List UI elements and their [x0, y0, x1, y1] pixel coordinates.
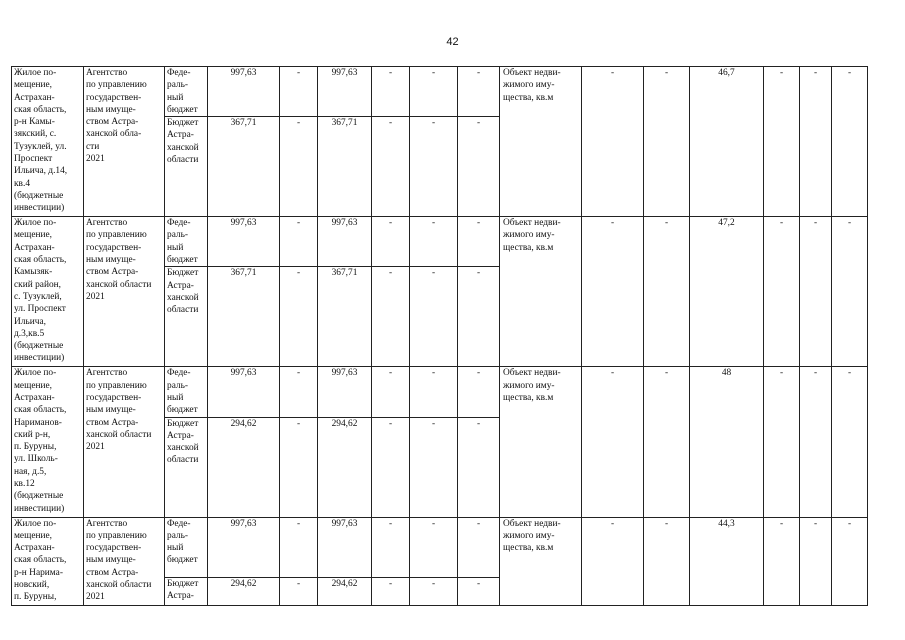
- area-value: [690, 367, 764, 517]
- property-description-text: Жилое по- мещение, Астрахан- ская область, Камызяк- ский район, с. Тузуклей, ул. Проспект Ильича, д.3,кв.5 (бюджетные инвестиции): [14, 218, 67, 364]
- funding-source-text: Бюджет Астра- ханской области: [167, 418, 199, 466]
- amount-col-5: [458, 267, 500, 367]
- amount-col-5-text: -: [476, 268, 481, 279]
- amount-col-2: [318, 267, 372, 367]
- amount-col-1-text: -: [296, 578, 301, 589]
- amount-col-4: [410, 217, 458, 267]
- indicator-col-1: [582, 217, 644, 367]
- amount-col-3: [372, 217, 410, 267]
- amount-col-1-text: -: [296, 118, 301, 129]
- amount-total: [208, 217, 280, 267]
- amount-col-1: [280, 217, 318, 267]
- indicator-col-2-text: -: [664, 518, 669, 529]
- amount-col-5: [458, 367, 500, 417]
- amount-col-1-text: -: [296, 268, 301, 279]
- amount-col-4-text: -: [431, 68, 436, 78]
- amount-total: [208, 417, 280, 517]
- table-row: [12, 367, 868, 417]
- indicator-col-5-text: -: [847, 68, 852, 78]
- indicator-col-3: [764, 217, 800, 367]
- table-row: [12, 217, 868, 267]
- amount-col-3-text: -: [388, 368, 393, 379]
- indicator-col-4: [800, 367, 832, 517]
- indicator-col-1: [582, 367, 644, 517]
- indicator-col-2: [644, 217, 690, 367]
- area-value: [690, 217, 764, 367]
- object-description: [500, 67, 582, 217]
- amount-col-4-text: -: [431, 218, 436, 229]
- amount-total-text: 367,71: [230, 268, 257, 279]
- amount-col-1: [280, 267, 318, 367]
- amount-col-1: [280, 517, 318, 577]
- amount-col-3-text: -: [388, 268, 393, 279]
- funding-source: [165, 367, 208, 417]
- indicator-col-5-text: -: [847, 518, 852, 529]
- amount-col-4-text: -: [431, 268, 436, 279]
- amount-col-1-text: -: [296, 518, 301, 529]
- amount-col-5-text: -: [476, 418, 481, 429]
- responsible-agency-text: Агентство по управлению государствен- ным имуще- ством Астра- ханской области 2021: [86, 218, 152, 302]
- amount-col-1-text: -: [296, 418, 301, 429]
- indicator-col-4-text: -: [813, 368, 818, 379]
- amount-total: [208, 67, 280, 117]
- indicator-col-1-text: -: [610, 518, 615, 529]
- amount-col-4-text: -: [431, 118, 436, 129]
- responsible-agency: [84, 217, 165, 367]
- funding-source: [165, 577, 208, 605]
- funding-source-text: Феде- раль- ный бюджет: [167, 518, 198, 566]
- funding-source-text: Феде- раль- ный бюджет: [167, 68, 198, 115]
- amount-col-1: [280, 367, 318, 417]
- property-description: [12, 367, 84, 517]
- amount-total: [208, 577, 280, 605]
- amount-col-1-text: -: [296, 368, 301, 379]
- amount-col-4-text: -: [431, 368, 436, 379]
- amount-col-2: [318, 217, 372, 267]
- indicator-col-4: [800, 517, 832, 605]
- amount-col-3-text: -: [388, 218, 393, 229]
- amount-col-1-text: -: [296, 218, 301, 229]
- amount-col-3: [372, 367, 410, 417]
- indicator-col-3: [764, 67, 800, 217]
- indicator-col-2: [644, 367, 690, 517]
- amount-col-4: [410, 517, 458, 577]
- indicator-col-1-text: -: [610, 368, 615, 379]
- amount-col-5-text: -: [476, 578, 481, 589]
- amount-col-2-text: 294,62: [331, 578, 358, 589]
- indicator-col-3: [764, 517, 800, 605]
- amount-col-1: [280, 577, 318, 605]
- amount-col-3: [372, 577, 410, 605]
- funding-source: [165, 67, 208, 117]
- amount-total-text: 294,62: [230, 578, 257, 589]
- indicator-col-3-text: -: [779, 518, 784, 529]
- funding-source-text: Бюджет Астра-: [167, 578, 199, 601]
- amount-col-2-text: 997,63: [331, 68, 358, 78]
- indicator-col-2: [644, 67, 690, 217]
- object-description: [500, 217, 582, 367]
- amount-col-5: [458, 217, 500, 267]
- amount-col-1-text: -: [296, 68, 301, 78]
- area-value-text: 47,2: [718, 218, 735, 229]
- area-value-text: 46,7: [718, 68, 735, 78]
- amount-col-4-text: -: [431, 418, 436, 429]
- amount-total: [208, 117, 280, 217]
- amount-total: [208, 367, 280, 417]
- amount-col-5-text: -: [476, 68, 481, 78]
- amount-col-4: [410, 117, 458, 217]
- amount-col-5-text: -: [476, 368, 481, 379]
- amount-col-1: [280, 67, 318, 117]
- area-value: [690, 67, 764, 217]
- amount-col-3: [372, 417, 410, 517]
- amount-col-2: [318, 417, 372, 517]
- amount-total: [208, 517, 280, 577]
- indicator-col-4-text: -: [813, 518, 818, 529]
- amount-total: [208, 267, 280, 367]
- amount-total-text: 997,63: [230, 368, 257, 379]
- property-description-text: Жилое по- мещение, Астрахан- ская область, р-н Камы- зякский, с. Тузуклей, ул. Проспект Ильича, д.14, кв.4 (бюджетные инвестиции): [14, 68, 68, 214]
- amount-col-4: [410, 267, 458, 367]
- property-description: [12, 67, 84, 217]
- table-row: [12, 517, 868, 577]
- amount-total-text: 997,63: [230, 518, 257, 529]
- table-row: [12, 67, 868, 117]
- amount-col-2: [318, 577, 372, 605]
- funding-source: [165, 267, 208, 367]
- responsible-agency: [84, 517, 165, 605]
- indicator-col-1-text: -: [610, 68, 615, 78]
- object-description: [500, 517, 582, 605]
- amount-col-4: [410, 417, 458, 517]
- amount-col-2-text: 997,63: [331, 218, 358, 229]
- amount-col-4-text: -: [431, 578, 436, 589]
- indicator-col-1: [582, 67, 644, 217]
- amount-col-5: [458, 67, 500, 117]
- funding-source: [165, 217, 208, 267]
- funding-source: [165, 417, 208, 517]
- funding-source: [165, 117, 208, 217]
- property-description: [12, 517, 84, 605]
- amount-col-5: [458, 117, 500, 217]
- indicator-col-3-text: -: [779, 68, 784, 78]
- amount-col-3-text: -: [388, 418, 393, 429]
- indicator-col-5-text: -: [847, 218, 852, 229]
- area-value-text: 44,3: [718, 518, 735, 529]
- indicator-col-2: [644, 517, 690, 605]
- amount-col-2: [318, 517, 372, 577]
- property-description: [12, 217, 84, 367]
- indicator-col-4-text: -: [813, 218, 818, 229]
- amount-col-2-text: 294,62: [331, 418, 358, 429]
- indicator-col-1-text: -: [610, 218, 615, 229]
- indicator-col-4: [800, 67, 832, 217]
- amount-col-5-text: -: [476, 518, 481, 529]
- budget-table: [11, 66, 868, 606]
- indicator-col-5-text: -: [847, 368, 852, 379]
- amount-col-3-text: -: [388, 118, 393, 129]
- amount-col-3: [372, 67, 410, 117]
- property-description-text: Жилое по- мещение, Астрахан- ская область, Нариманов- ский р-н, п. Буруны, ул. Школь- ная, д.5, кв.12 (бюджетные инвестиции): [14, 368, 67, 514]
- object-description: [500, 367, 582, 517]
- amount-total-text: 997,63: [230, 68, 257, 78]
- area-value: [690, 517, 764, 605]
- funding-source-text: Феде- раль- ный бюджет: [167, 218, 198, 266]
- responsible-agency-text: Агентство по управлению государствен- ным имуще- ством Астра- ханской области 2021: [86, 518, 152, 603]
- amount-col-5: [458, 577, 500, 605]
- amount-col-3: [372, 117, 410, 217]
- amount-col-3: [372, 517, 410, 577]
- amount-col-2-text: 997,63: [331, 518, 358, 529]
- amount-col-4: [410, 577, 458, 605]
- amount-col-3-text: -: [388, 518, 393, 529]
- funding-source-text: Бюджет Астра- ханской области: [167, 118, 199, 166]
- indicator-col-1: [582, 517, 644, 605]
- amount-col-2-text: 367,71: [331, 118, 358, 129]
- amount-col-2: [318, 67, 372, 117]
- indicator-col-2-text: -: [664, 218, 669, 229]
- responsible-agency-text: Агентство по управлению государствен- ным имуще- ством Астра- ханской области 2021: [86, 368, 152, 453]
- amount-col-2-text: 997,63: [331, 368, 358, 379]
- amount-total-text: 294,62: [230, 418, 257, 429]
- object-description-text: Объект недви- жимого иму- щества, кв.м: [503, 368, 561, 403]
- amount-col-3-text: -: [388, 68, 393, 78]
- amount-col-2: [318, 367, 372, 417]
- indicator-col-5: [832, 217, 868, 367]
- amount-col-1: [280, 117, 318, 217]
- amount-col-4: [410, 67, 458, 117]
- indicator-col-2-text: -: [664, 368, 669, 379]
- amount-col-5: [458, 417, 500, 517]
- responsible-agency: [84, 367, 165, 517]
- amount-col-4: [410, 367, 458, 417]
- amount-col-3: [372, 267, 410, 367]
- amount-col-5-text: -: [476, 218, 481, 229]
- indicator-col-3: [764, 367, 800, 517]
- funding-source: [165, 517, 208, 577]
- amount-col-1: [280, 417, 318, 517]
- area-value-text: 48: [721, 368, 732, 379]
- object-description-text: Объект недви- жимого иму- щества, кв.м: [503, 68, 561, 103]
- responsible-agency-text: Агентство по управлению государствен- ным имуще- ством Астра- ханской обла- сти 2021: [86, 68, 147, 165]
- amount-total-text: 367,71: [230, 118, 257, 129]
- object-description-text: Объект недви- жимого иму- щества, кв.м: [503, 218, 561, 253]
- indicator-col-3-text: -: [779, 368, 784, 379]
- indicator-col-3-text: -: [779, 218, 784, 229]
- indicator-col-5: [832, 367, 868, 517]
- object-description-text: Объект недви- жимого иму- щества, кв.м: [503, 518, 561, 554]
- amount-col-2-text: 367,71: [331, 268, 358, 279]
- amount-total-text: 997,63: [230, 218, 257, 229]
- indicator-col-4-text: -: [813, 68, 818, 78]
- indicator-col-5: [832, 67, 868, 217]
- amount-col-5-text: -: [476, 118, 481, 129]
- amount-col-3-text: -: [388, 578, 393, 589]
- page-number: 42: [446, 36, 459, 48]
- property-description-text: Жилое по- мещение, Астрахан- ская область, р-н Нарима- новский, п. Буруны,: [14, 518, 67, 603]
- funding-source-text: Бюджет Астра- ханской области: [167, 268, 199, 316]
- indicator-col-2-text: -: [664, 68, 669, 78]
- indicator-col-5: [832, 517, 868, 605]
- responsible-agency: [84, 67, 165, 217]
- amount-col-2: [318, 117, 372, 217]
- indicator-col-4: [800, 217, 832, 367]
- funding-source-text: Феде- раль- ный бюджет: [167, 368, 198, 416]
- amount-col-5: [458, 517, 500, 577]
- amount-col-4-text: -: [431, 518, 436, 529]
